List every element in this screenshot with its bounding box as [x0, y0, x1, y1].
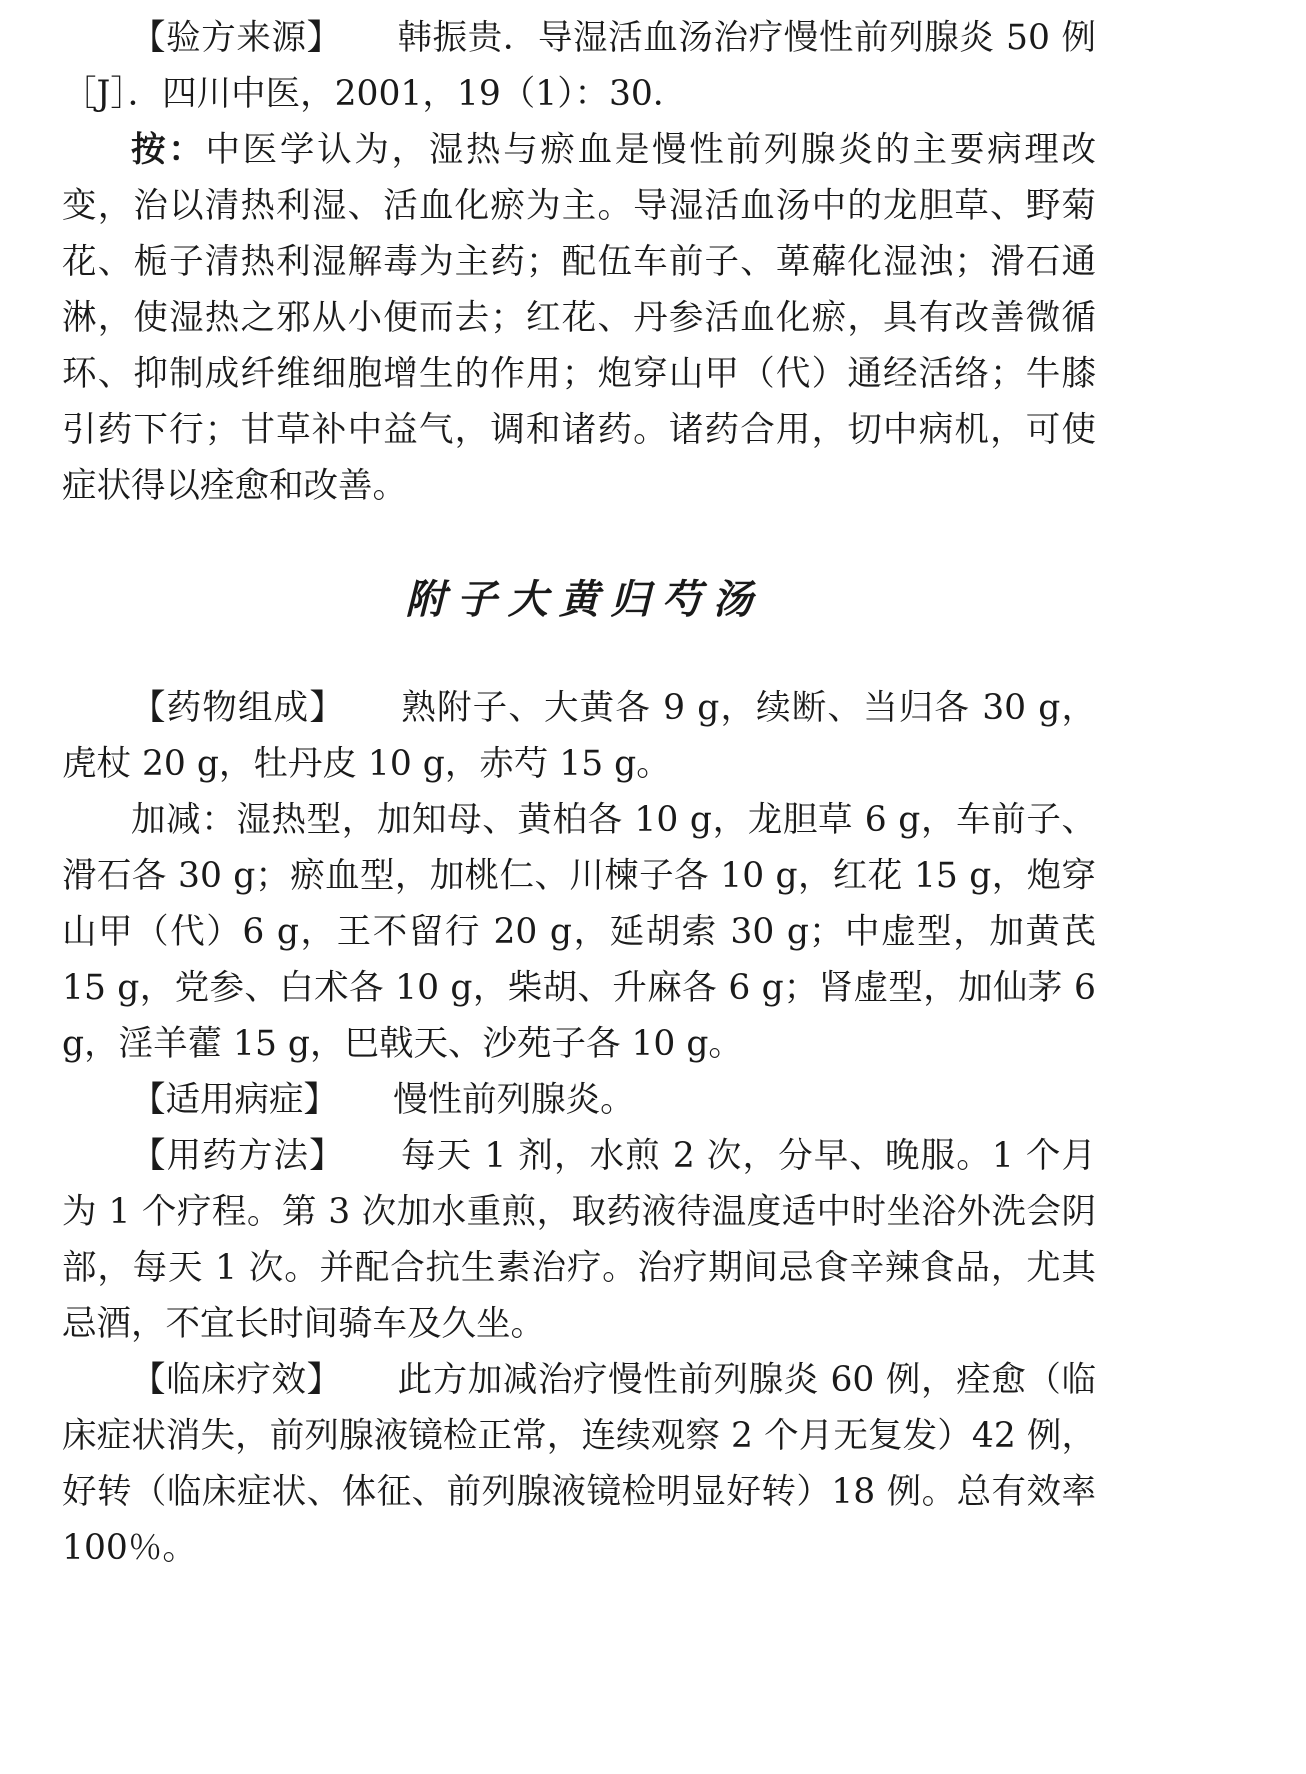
composition-label: 【药物组成】	[131, 688, 345, 728]
recipe-title: 附子大黄归芍汤	[405, 576, 764, 623]
efficacy-label: 【临床疗效】	[131, 1360, 342, 1400]
source-text: 韩振贵．导湿活血汤治疗慢性前列腺炎 50 例［J］．四川中医，2001，19（1）：30．	[62, 18, 1096, 114]
efficacy-paragraph	[62, 1352, 1096, 1576]
commentary-label: 按：	[131, 130, 206, 170]
indication-text: 慢性前列腺炎。	[393, 1080, 635, 1120]
commentary-text: 中医学认为，湿热与瘀血是慢性前列腺炎的主要病理改变，治以清热利湿、活血化瘀为主。导湿活血汤中的龙胆草、野菊花、栀子清热利湿解毒为主药；配伍车前子、萆薢化湿浊；滑石通淋，使湿热之邪从小便而去；红花、丹参活血化瘀，具有改善微循环、抑制成纤维细胞增生的作用；炮穿山甲（代）通经活络；牛膝引药下行；甘草补中益气，调和诸药。诸药合用，切中病机，可使症状得以痊愈和改善。	[62, 130, 1097, 506]
composition-paragraph	[62, 680, 1096, 792]
document-page	[62, 10, 1096, 1576]
modification-paragraph	[62, 792, 1096, 1072]
usage-text: 每天 1 剂，水煎 2 次，分早、晚服。1 个月为 1 个疗程。第 3 次加水重煎，取药液待温度适中时坐浴外洗会阴部，每天 1 次。并配合抗生素治疗。治疗期间忌食辛辣食品，尤其忌酒，不宜长时间骑车及久坐。	[62, 1136, 1097, 1344]
composition-text: 熟附子、大黄各 9 g，续断、当归各 30 g，虎杖 20 g，牡丹皮 10 g，赤芍 15 g。	[62, 688, 1096, 784]
commentary-paragraph	[62, 122, 1096, 514]
indication-label: 【适用病症】	[131, 1080, 338, 1120]
source-label: 【验方来源】	[131, 18, 342, 58]
indication-paragraph	[62, 1072, 1096, 1128]
efficacy-text: 此方加减治疗慢性前列腺炎 60 例，痊愈（临床症状消失，前列腺液镜检正常，连续观察 2 个月无复发）42 例，好转（临床症状、体征、前列腺液镜检明显好转）18 例。总有效率 100％。	[62, 1360, 1096, 1568]
usage-label: 【用药方法】	[131, 1136, 345, 1176]
modification-text: 加减：湿热型，加知母、黄柏各 10 g，龙胆草 6 g，车前子、滑石各 30 g；瘀血型，加桃仁、川楝子各 10 g，红花 15 g，炮穿山甲（代）6 g，王不留行 20 g，延胡索 30 g；中虚型，加黄芪 15 g，党参、白术各 10 g，柴胡、升麻各 6 g；肾虚型，加仙茅 6 g，淫羊藿 15 g，巴戟天、沙苑子各 10 g。	[62, 800, 1096, 1064]
usage-paragraph	[62, 1128, 1096, 1352]
source-paragraph	[62, 10, 1096, 122]
